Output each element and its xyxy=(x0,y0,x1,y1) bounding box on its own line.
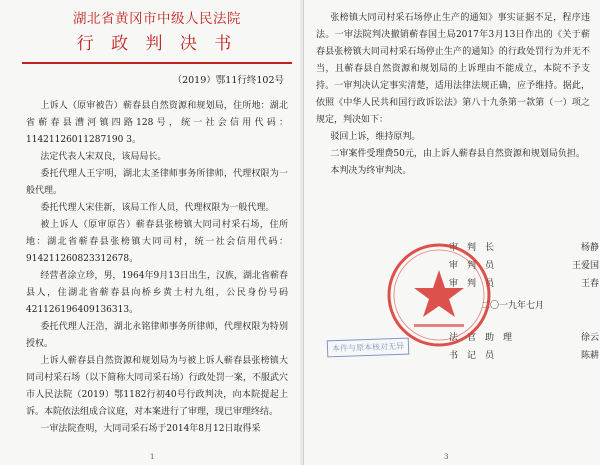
signature-role: 审判员 xyxy=(449,279,504,289)
agent-paragraph-1: 委托代理人王宇明，湖北太圣律师事务所律师，代理权限为一般代理。 xyxy=(26,169,288,196)
document-title: 行 政 判 决 书 xyxy=(76,34,238,54)
findings-paragraph: 一审法院查明，大同司采石场于2014年8月12日取得采 xyxy=(40,424,261,434)
operator-paragraph: 经营者涂立珍，男，1964年9月13日出生，汉族，湖北省蕲春县人，住湖北省蕲春县向桥乡黄土村九组，公民身份号码421126196409136313。 xyxy=(26,271,288,315)
signature-name: 王春 xyxy=(580,279,599,289)
judgment-page-right xyxy=(303,0,600,465)
agent-paragraph-2: 委托代理人宋佳新，该局工作人员，代理权限为一般代理。 xyxy=(40,203,275,213)
appellee-paragraph: 被上诉人（原审原告）蕲春县张榜镇大同司村采石场，住所地：湖北省蕲春县张榜镇大同司村，统一社会信用代码：914211260823312678。 xyxy=(26,220,288,264)
signature-role: 审判员 xyxy=(449,261,504,271)
signature-name: 徐云 xyxy=(580,333,599,343)
court-seal-icon xyxy=(384,240,494,350)
signature-name: 王爱国 xyxy=(571,261,599,271)
page-number-right: 3 xyxy=(444,453,449,461)
ruling-paragraph: 驳回上诉，维持原判。 xyxy=(330,132,421,142)
judgment-date: 二〇一九年七月 xyxy=(481,301,545,311)
signature-name: 杨静 xyxy=(580,243,599,253)
agent-paragraph-3: 委托代理人汪浩，湖北永铭律师事务所律师，代理权限为特别授权。 xyxy=(26,322,288,349)
legal-rep-paragraph: 法定代表人宋双良，该局局长。 xyxy=(40,152,167,162)
case-background-paragraph: 上诉人蕲春县自然资源和规划局为与被上诉人蕲春县张榜镇大同司村采石场（以下简称大同司采石场）行政处罚一案，不服武穴市人民法院（2019）鄂1182行初40号行政判决，向本院提起上诉。本院依法组成合议庭，对本案进行了审理，现已审理终结。 xyxy=(26,356,288,417)
finality-paragraph: 本判决为终审判决。 xyxy=(330,166,412,176)
appellant-paragraph: 上诉人（原审被告）蕲春县自然资源和规划局，住所地：湖北省蕲春县漕河镇四路128号，统一社会信用代码：11421126011287190 3。 xyxy=(26,101,288,145)
fee-paragraph: 二审案件受理费50元，由上诉人蕲春县自然资源和规划局负担。 xyxy=(330,149,585,159)
copy-verification-seal: 本件与原本核对无异 xyxy=(327,338,410,358)
reasoning-paragraph: 张榜镇大同司村采石场停止生产的通知》事实证据不足，程序违法。一审法院判决撤销蕲春国土局2017年3月13日作出的《关于蕲春县张榜镇大同司村采石场停止生产的通知》的行政处罚行为并无不当，且蕲春县自然资源和规划局的上诉理由不能成立，本院不予支持。一审判决认定事实清楚，适用法律法规正确，应予维持。据此，依照《中华人民共和国行政诉讼法》第八十九条第一款第（一）项之规定，判决如下： xyxy=(316,13,590,125)
signature-name: 陈耕 xyxy=(580,351,599,361)
signature-role: 书记员 xyxy=(449,351,504,361)
header-divider xyxy=(22,62,292,64)
case-number: （2019）鄂11行终102号 xyxy=(172,75,284,86)
page-number-left: 1 xyxy=(150,453,155,461)
signature-role: 法官助理 xyxy=(449,333,522,343)
court-name: 湖北省黄冈市中级人民法院 xyxy=(73,11,241,27)
signature-role: 审判长 xyxy=(449,243,504,253)
